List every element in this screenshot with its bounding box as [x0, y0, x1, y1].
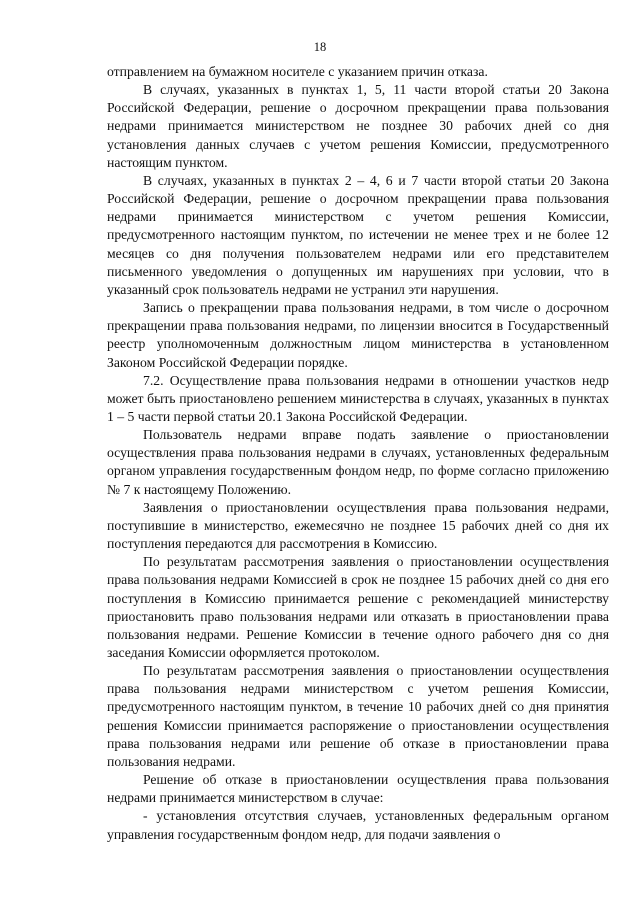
- paragraph-applications-to-commission: Заявления о приостановлении осуществления права пользования недрами, поступившие в министерство, ежемесячно не позднее 15 рабочих дней со дня их поступления передаются для рассмотрения в Комиссию.: [107, 499, 609, 552]
- document-body: [107, 63, 609, 844]
- paragraph-early-termination-cases-1-5-11: В случаях, указанных в пунктах 1, 5, 11 части второй статьи 20 Закона Российской Федерации, решение о досрочном прекращении права пользования недрами принимается министерством не позднее 30 рабочих дней со дня установления данных случаев с учетом решения Комиссии, предусмотренного настоящим пунктом.: [107, 82, 609, 170]
- list-item-refusal-case: - установления отсутствия случаев, установленных федеральным органом управления государственным фондом недр, для подачи заявления о: [107, 808, 609, 842]
- paragraph-suspension-application: Пользователь недрами вправе подать заявление о приостановлении осуществления права пользования недрами в случаях, установленных федеральным органом управления государственным фондом недр, по форме согласно приложению № 7 к настоящему Положению.: [107, 427, 609, 497]
- paragraph-continuation: отправлением на бумажном носителе с указанием причин отказа.: [107, 64, 488, 79]
- paragraph-early-termination-cases-2-4-6-7: В случаях, указанных в пунктах 2 – 4, 6 и 7 части второй статьи 20 Закона Российской Федерации, решение о досрочном прекращении права пользования недрами принимается министерством с учетом решения Комиссии, предусмотренного настоящим пунктом, по истечении не менее трех и не более 12 месяцев со дня получения пользователем недрами или его представителем письменного уведомления о допущенных им нарушениях при условии, что в указанный срок пользователь недрами не устранил эти нарушения.: [107, 172, 609, 297]
- page-number: 18: [313, 40, 327, 54]
- paragraph-registry-record: Запись о прекращении права пользования недрами, в том числе о досрочном прекращении права пользования недрами, по лицензии вносится в Государственный реестр уполномоченным должностным лицом министерства в установленном Законом Российской Федерации порядке.: [107, 300, 609, 370]
- paragraph-commission-decision: По результатам рассмотрения заявления о приостановлении осуществления права пользования недрами Комиссией в срок не позднее 15 рабочих дней со дня его поступления в Комиссию принимается решение с рекомендацией министерству приостановить право пользования недрами или отказать в приостановлении права пользования недрами. Решение Комиссии в течение одного рабочего дня со дня заседания Комиссии оформляется протоколом.: [107, 554, 609, 660]
- paragraph-section-7-2: 7.2. Осуществление права пользования недрами в отношении участков недр может быть приостановлено решением министерства в случаях, указанных в пунктах 1 – 5 части первой статьи 20.1 Закона Российской Федерации.: [107, 372, 609, 424]
- paragraph-refusal-cases: Решение об отказе в приостановлении осуществления права пользования недрами принимается министерством в случае:: [107, 772, 609, 806]
- paragraph-ministry-order: По результатам рассмотрения заявления о приостановлении осуществления права пользования недрами министерством с учетом решения Комиссии, предусмотренного настоящим пунктом, в течение 10 рабочих дней со дня принятия решения Комиссии принимается распоряжение о приостановлении осуществления права пользования недрами или решение об отказе в приостановлении права пользования недрами.: [107, 663, 609, 769]
